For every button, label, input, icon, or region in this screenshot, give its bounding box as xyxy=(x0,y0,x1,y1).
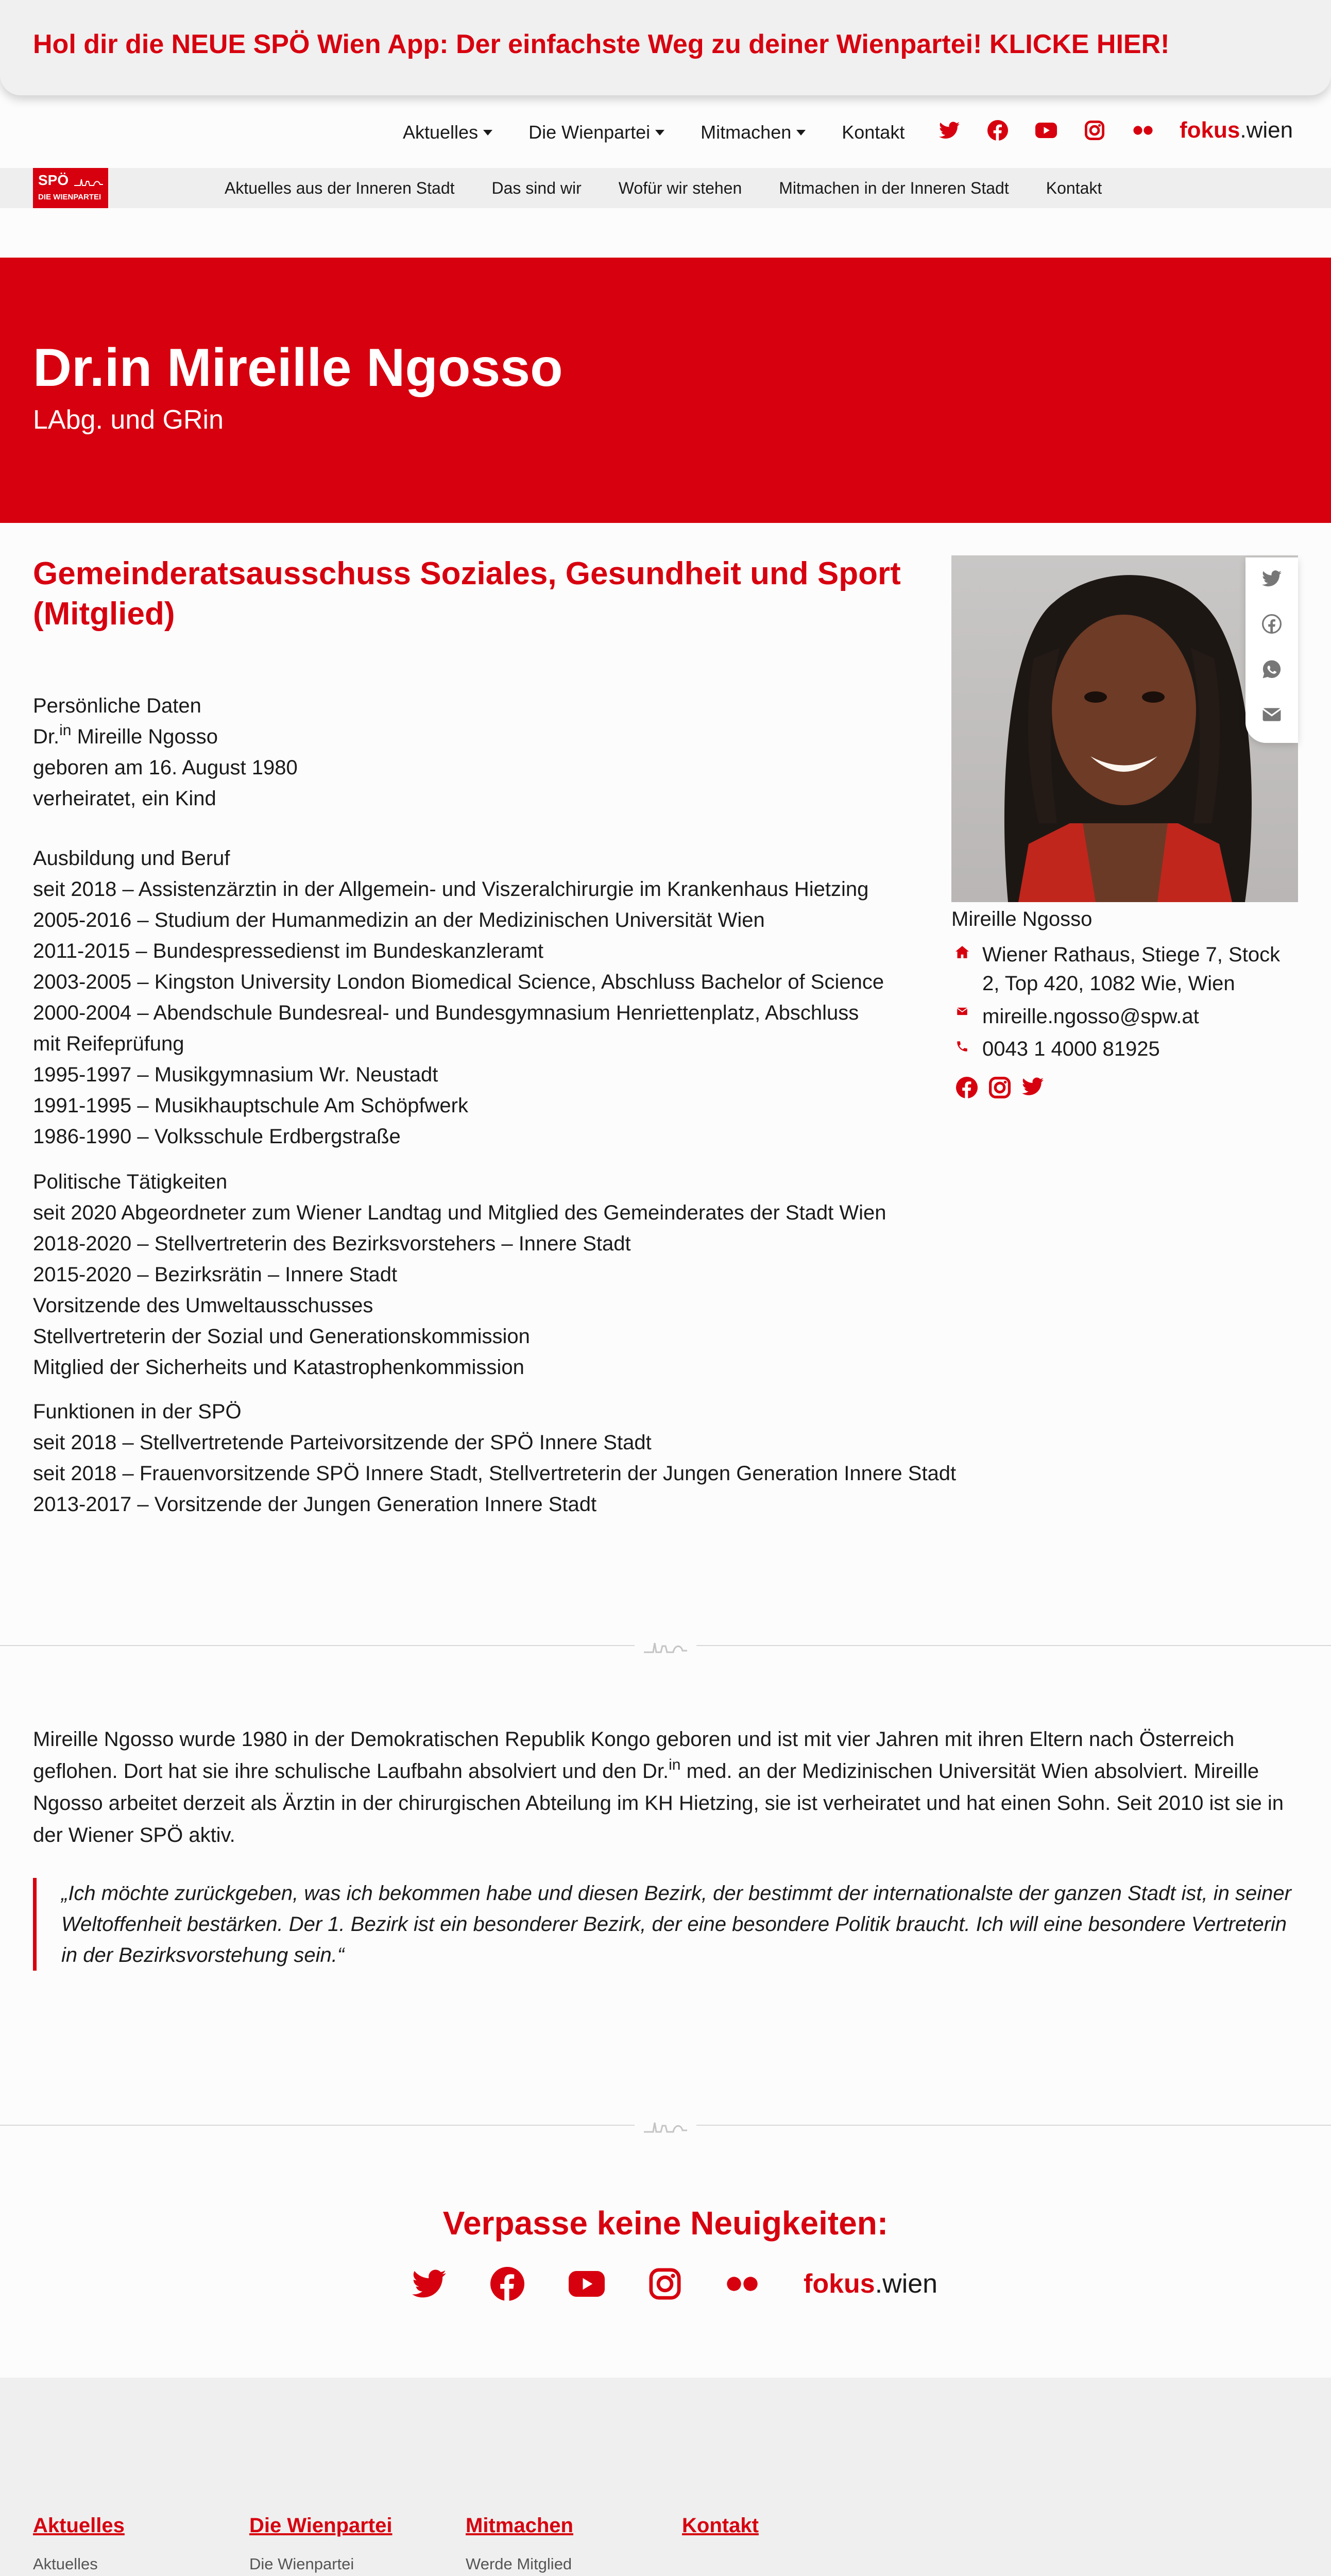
list-item: 2018-2020 – Stellvertreterin des Bezirksvorstehers – Innere Stadt xyxy=(33,1232,631,1255)
list-item: 2000-2004 – Abendschule Bundesreal- und Bundesgymnasium Henriettenplatz, Abschluss xyxy=(33,1002,859,1024)
title-prefix: Dr. xyxy=(33,725,60,748)
nav-item-mitmachen[interactable] xyxy=(701,122,806,143)
title-sup: in xyxy=(59,722,72,739)
person-name: Mireille Ngosso xyxy=(71,725,218,748)
footer-column-mitmachen xyxy=(466,2514,646,2576)
section-heading: Politische Tätigkeiten xyxy=(33,1171,228,1193)
share-bar xyxy=(1245,557,1298,743)
nav-item-label: Kontakt xyxy=(842,122,905,143)
footer-column-aktuelles xyxy=(33,2514,213,2576)
party-section xyxy=(33,1396,960,1520)
bio-part: med. an der Medizinischen Universität Wien absolviert. Mireille Ngosso arbeitet derzeit als Ärztin in der chirurgischen Abteilung im KH Hietzing, sie ist verheiratet und hat einen Sohn. Seit 2010 ist sie in der Wiener SPÖ aktiv. xyxy=(33,1760,1284,1846)
committee-heading: Gemeinderatsausschuss Soziales, Gesundheit und Sport (Mitglied) xyxy=(33,556,901,632)
footer-link[interactable]: Werde Mitglied xyxy=(466,2555,572,2573)
contact-social-links xyxy=(956,1077,1044,1098)
list-item: 1995-1997 – Musikgymnasium Wr. Neustadt xyxy=(33,1063,438,1086)
header-social-links xyxy=(937,117,1293,143)
twitter-share-icon[interactable] xyxy=(1262,569,1282,588)
birth-date: geboren am 16. August 1980 xyxy=(33,756,298,779)
fokus-wien-link[interactable] xyxy=(1180,117,1293,143)
contact-address: Wiener Rathaus, Stiege 7, Stock 2, Top 420, 1082 Wie, Wien xyxy=(982,943,1281,995)
quote-block: „Ich möchte zurückgeben, was ich bekommen habe und diesen Bezirk, der bestimmt der internationalste der ganzen Stadt ist, in seiner Weltoffenheit bestärken. Der 1. Bezirk ist ein besonderer Bezirk, der eine besondere Politik braucht. Ich will eine besondere Vertreterin in der Bezirksvorstehung sein.“ xyxy=(33,1878,1298,1971)
nav-item-aktuelles[interactable] xyxy=(403,122,492,143)
instagram-icon[interactable] xyxy=(989,1077,1011,1098)
nav-item-label: Mitmachen xyxy=(701,122,792,143)
political-section xyxy=(33,1166,960,1383)
spoe-logo[interactable] xyxy=(33,168,108,208)
list-item: seit 2018 – Stellvertretende Parteivorsitzende der SPÖ Innere Stadt xyxy=(33,1431,652,1454)
list-item: 2005-2016 – Studium der Humanmedizin an der Medizinischen Universität Wien xyxy=(33,909,765,931)
section-heading: Funktionen in der SPÖ xyxy=(33,1400,242,1423)
facebook-icon[interactable] xyxy=(986,118,1010,142)
facebook-icon[interactable] xyxy=(490,2267,524,2301)
logo-subtext: DIE WIENPARTEI xyxy=(38,193,101,201)
home-icon xyxy=(951,940,973,959)
fokus-wordmark-b: .wien xyxy=(875,2269,938,2299)
sub-nav-item-das-sind-wir[interactable]: Das sind wir xyxy=(491,178,582,197)
footer-link[interactable]: Die Wienpartei xyxy=(249,2555,354,2573)
facebook-icon[interactable] xyxy=(956,1077,978,1098)
footer-heading[interactable]: Mitmachen xyxy=(466,2514,573,2537)
chevron-down-icon xyxy=(796,130,806,135)
flickr-icon[interactable] xyxy=(725,2276,759,2292)
chevron-down-icon xyxy=(655,130,664,135)
fokus-wordmark-a: fokus xyxy=(804,2269,875,2299)
fokus-wordmark-b: .wien xyxy=(1240,117,1293,143)
nav-item-label: Aktuelles xyxy=(403,122,479,143)
list-item: mit Reifeprüfung xyxy=(33,1032,184,1055)
bio-sup: in xyxy=(669,1756,681,1773)
instagram-icon[interactable] xyxy=(649,2268,681,2300)
chevron-down-icon xyxy=(483,130,492,135)
nav-item-wienpartei[interactable] xyxy=(528,122,664,143)
section-heading: Persönliche Daten xyxy=(33,694,201,717)
family-status: verheiratet, ein Kind xyxy=(33,787,216,810)
footer-heading[interactable]: Die Wienpartei xyxy=(249,2514,393,2537)
contact-email-row xyxy=(951,1002,1199,1031)
sub-nav-item-kontakt[interactable]: Kontakt xyxy=(1046,178,1102,197)
personal-data-section xyxy=(33,690,960,814)
instagram-icon[interactable] xyxy=(1083,118,1106,142)
twitter-icon[interactable] xyxy=(937,118,961,142)
footer-heading[interactable]: Aktuelles xyxy=(33,2514,125,2537)
list-item: 2011-2015 – Bundespressedienst im Bundeskanzleramt xyxy=(33,940,543,962)
list-item: seit 2018 – Assistenzärztin in der Allgemein- und Viszeralchirurgie im Krankenhaus Hietzing xyxy=(33,878,869,901)
fokus-wordmark-a: fokus xyxy=(1180,117,1240,143)
nav-item-label: Die Wienpartei xyxy=(528,122,651,143)
contact-phone-row xyxy=(951,1035,1160,1063)
footer-column-wienpartei xyxy=(249,2514,430,2576)
section-heading: Ausbildung und Beruf xyxy=(33,847,230,870)
newsletter-title: Verpasse keine Neuigkeiten: xyxy=(442,2205,889,2242)
skyline-icon xyxy=(73,175,104,188)
list-item: 1991-1995 – Musikhauptschule Am Schöpfwerk xyxy=(33,1094,468,1117)
flickr-icon[interactable] xyxy=(1131,118,1155,142)
bio-text xyxy=(33,1723,1298,1851)
sub-nav xyxy=(225,168,1102,208)
bio-part: Mireille Ngosso wurde 1980 in der Demokratischen Republik Kongo geboren und ist mit vier Jahren mit ihren Eltern nach Österreich geflohen. Dort hat sie ihre schulische Laufbahn absolviert und den Dr. xyxy=(33,1728,1235,1783)
twitter-icon[interactable] xyxy=(1022,1077,1044,1096)
list-item: Stellvertreterin der Sozial und Generationskommission xyxy=(33,1325,530,1348)
list-item: 2015-2020 – Bezirksrätin – Innere Stadt xyxy=(33,1263,398,1286)
page-subtitle: LAbg. und GRin xyxy=(33,405,224,435)
skyline-divider-icon xyxy=(635,1631,696,1662)
contact-address-row xyxy=(951,940,1302,998)
logo-text: SPÖ xyxy=(38,172,69,188)
personal-name xyxy=(33,721,960,752)
main-nav xyxy=(403,120,905,145)
newsletter-social-links xyxy=(412,2267,937,2301)
sub-nav-item-aktuelles[interactable]: Aktuelles aus der Inneren Stadt xyxy=(225,178,455,197)
youtube-icon[interactable] xyxy=(1034,118,1058,142)
contact-email-link[interactable]: mireille.ngosso@spw.at xyxy=(982,1005,1199,1028)
list-item: Mitglied der Sicherheits und Katastrophenkommission xyxy=(33,1356,524,1379)
whatsapp-share-icon[interactable] xyxy=(1262,659,1282,679)
promo-link[interactable]: Hol dir die NEUE SPÖ Wien App: Der einfachste Weg zu deiner Wienpartei! KLICKE HIER! xyxy=(33,29,1170,59)
list-item: seit 2018 – Frauenvorsitzende SPÖ Innere Stadt, Stellvertreterin der Jungen Generation Innere Stadt xyxy=(33,1462,957,1485)
page-title: Dr.in Mireille Ngosso xyxy=(33,338,563,398)
facebook-share-icon[interactable] xyxy=(1262,614,1282,634)
contact-phone-link[interactable]: 0043 1 4000 81925 xyxy=(982,1038,1160,1060)
education-section xyxy=(33,843,960,1152)
fokus-wien-link[interactable] xyxy=(804,2268,937,2299)
email-share-icon[interactable] xyxy=(1262,705,1282,724)
email-icon xyxy=(951,1002,973,1015)
phone-icon xyxy=(951,1035,973,1053)
list-item: 1986-1990 – Volksschule Erdbergstraße xyxy=(33,1125,401,1148)
twitter-icon[interactable] xyxy=(412,2269,446,2298)
list-item: seit 2020 Abgeordneter zum Wiener Landtag und Mitglied des Gemeinderates der Stadt Wien xyxy=(33,1201,886,1224)
sub-nav-item-mitmachen[interactable]: Mitmachen in der Inneren Stadt xyxy=(779,178,1009,197)
sub-nav-item-wofuer[interactable]: Wofür wir stehen xyxy=(618,178,742,197)
skyline-divider-icon xyxy=(635,2110,696,2141)
youtube-icon[interactable] xyxy=(569,2271,605,2297)
list-item: 2003-2005 – Kingston University London Biomedical Science, Abschluss Bachelor of Science xyxy=(33,971,884,993)
nav-item-kontakt[interactable] xyxy=(842,122,905,143)
list-item: Vorsitzende des Umweltausschusses xyxy=(33,1294,373,1317)
footer-heading[interactable]: Kontakt xyxy=(682,2514,759,2537)
list-item: 2013-2017 – Vorsitzende der Jungen Generation Innere Stadt xyxy=(33,1493,597,1516)
footer-link[interactable]: Aktuelles xyxy=(33,2555,98,2573)
contact-name: Mireille Ngosso xyxy=(951,908,1093,930)
footer-column-kontakt xyxy=(682,2514,759,2553)
